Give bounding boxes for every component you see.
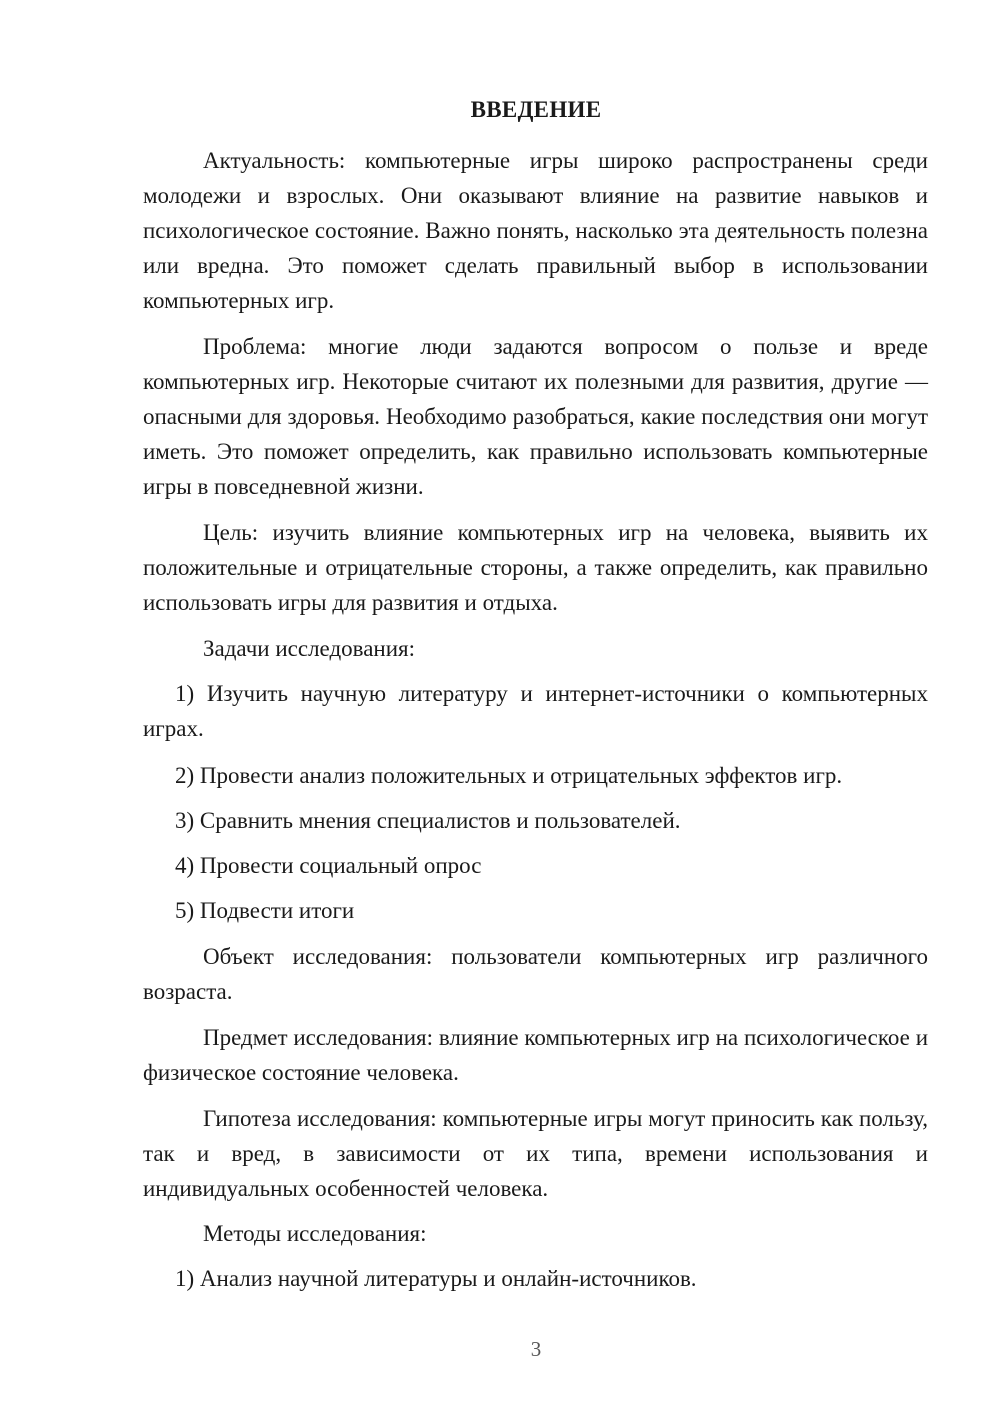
- page-number: 3: [530, 1337, 542, 1361]
- paragraph-relevance: Актуальность: компьютерные игры широко распространены среди молодежи и взрослых. Они оказывают влияние на развитие навыков и психологическое состояние. Важно понять, насколько эта деятельность полезна или вредна. Это поможет сделать правильный выбор в использовании компьютерных игр.: [143, 148, 928, 313]
- page-title: ВВЕДЕНИЕ: [470, 97, 602, 122]
- methods-heading: Методы исследования:: [203, 1221, 427, 1246]
- list-item-task-3: 3) Сравнить мнения специалистов и пользователей.: [175, 808, 681, 833]
- list-item-task-2: 2) Провести анализ положительных и отрицательных эффектов игр.: [175, 763, 843, 788]
- list-item-task-1: 1) Изучить научную литературу и интернет-источники о компьютерных играх.: [143, 681, 928, 741]
- paragraph-hypothesis: Гипотеза исследования: компьютерные игры могут приносить как пользу, так и вред, в зависимости от их типа, времени использования и индивидуальных особенностей человека.: [143, 1106, 928, 1201]
- list-item-task-4: 4) Провести социальный опрос: [175, 853, 482, 878]
- tasks-heading: Задачи исследования:: [203, 636, 416, 661]
- list-item-method-1: 1) Анализ научной литературы и онлайн-источников.: [175, 1266, 697, 1291]
- paragraph-object: Объект исследования: пользователи компьютерных игр различного возраста.: [143, 944, 928, 1004]
- paragraph-problem: Проблема: многие люди задаются вопросом о пользе и вреде компьютерных игр. Некоторые считают их полезными для развития, другие — опасными для здоровья. Необходимо разобраться, какие последствия они могут иметь. Это поможет определить, как правильно использовать компьютерные игры в повседневной жизни.: [143, 334, 928, 499]
- list-item-task-5: 5) Подвести итоги: [175, 898, 355, 923]
- paragraph-goal: Цель: изучить влияние компьютерных игр на человека, выявить их положительные и отрицательные стороны, а также определить, как правильно использовать игры для развития и отдыха.: [143, 520, 928, 615]
- paragraph-subject: Предмет исследования: влияние компьютерных игр на психологическое и физическое состояние человека.: [143, 1025, 928, 1085]
